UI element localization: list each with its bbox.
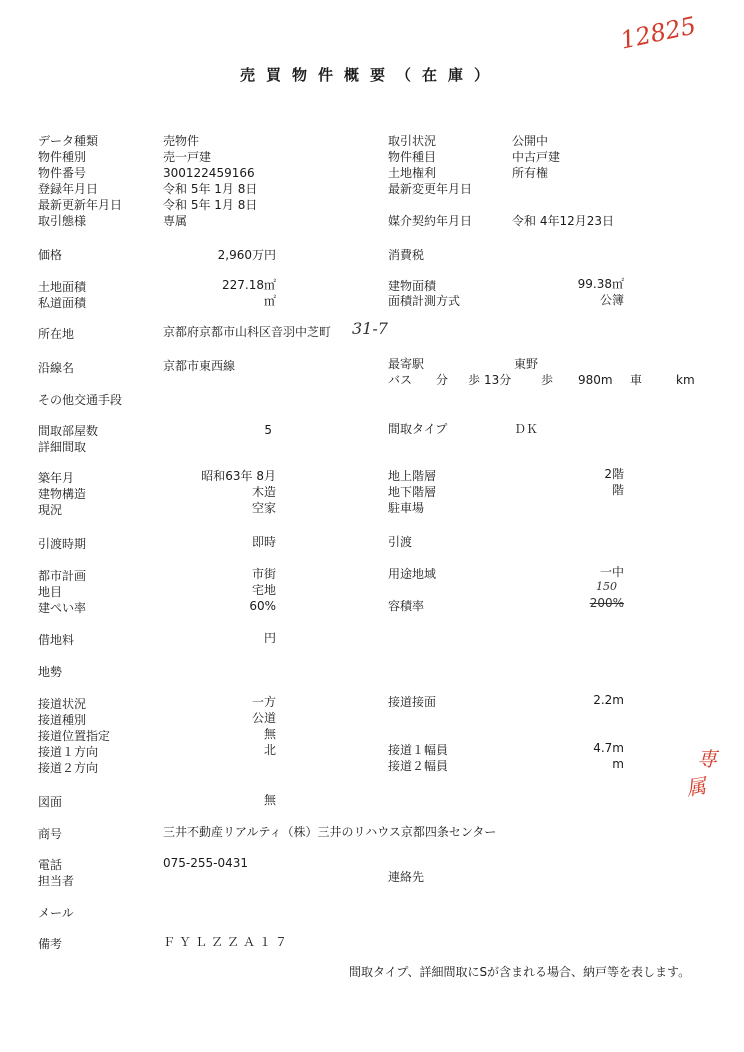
land-category-value: 宅地 bbox=[251, 583, 276, 597]
road-position-label: 接道位置指定 bbox=[38, 729, 111, 743]
access-bus-min: 分 bbox=[436, 373, 449, 387]
last-update-date-value: 令和 5年 1月 8日 bbox=[163, 198, 258, 212]
nearest-station-value: 東野 bbox=[514, 357, 539, 371]
land-rights-label: 土地権利 bbox=[388, 166, 437, 180]
remarks-value: ＦＹＬＺＺＡ１７ bbox=[163, 935, 292, 949]
bcr-label: 建ぺい率 bbox=[38, 601, 87, 615]
road-width2-label: 接道２幅員 bbox=[388, 759, 449, 773]
handwritten-note: 専 bbox=[697, 747, 717, 771]
access-car: 車 bbox=[630, 373, 643, 387]
property-number-value: 300122459166 bbox=[163, 166, 255, 180]
contact-label: 連絡先 bbox=[388, 870, 425, 884]
status-label: 現況 bbox=[38, 503, 63, 517]
registered-date-value: 令和 5年 1月 8日 bbox=[163, 182, 258, 196]
handwritten-note-2: 属 bbox=[684, 773, 708, 801]
phone-value: 075-255-0431 bbox=[163, 856, 249, 870]
road-position-value: 無 bbox=[263, 727, 276, 741]
handwritten-address-suffix: 31-7 bbox=[352, 319, 388, 338]
floors-above-value: 2階 bbox=[604, 467, 624, 481]
road-frontage-value: 2.2m bbox=[593, 693, 624, 707]
data-type-label: データ種類 bbox=[38, 134, 99, 148]
remarks-label: 備考 bbox=[38, 937, 63, 951]
built-value: 昭和63年 8月 bbox=[201, 469, 276, 483]
last-change-date-label: 最新変更年月日 bbox=[388, 182, 473, 196]
mail-label: メール bbox=[38, 906, 74, 920]
bcr-value: 60% bbox=[249, 599, 276, 613]
trade-name-label: 商号 bbox=[38, 827, 63, 841]
location-label: 所在地 bbox=[38, 327, 75, 341]
page-title: 売買物件概要（在庫） bbox=[240, 66, 501, 84]
brokerage-contract-date-label: 媒介契約年月日 bbox=[388, 214, 473, 228]
access-bus: バス bbox=[388, 373, 413, 387]
price-value: 2,960万円 bbox=[217, 248, 276, 262]
city-planning-label: 都市計画 bbox=[38, 569, 87, 583]
property-kind-label: 物件種別 bbox=[38, 150, 87, 164]
land-rights-value: 所有権 bbox=[512, 166, 549, 180]
transaction-status-label: 取引状況 bbox=[388, 134, 437, 148]
built-label: 築年月 bbox=[38, 471, 75, 485]
road-dir1-value: 北 bbox=[263, 743, 276, 757]
structure-label: 建物構造 bbox=[38, 487, 87, 501]
property-item-value: 中古戸建 bbox=[512, 150, 561, 164]
handwritten-page-number: 12825 bbox=[617, 11, 699, 55]
ground-rent-label: 借地料 bbox=[38, 633, 75, 647]
staff-label: 担当者 bbox=[38, 874, 75, 888]
room-count-value: 5 bbox=[264, 423, 272, 437]
land-area-label: 土地面積 bbox=[38, 280, 87, 294]
room-detail-label: 詳細間取 bbox=[38, 440, 87, 454]
property-kind-value: 売一戸建 bbox=[163, 150, 212, 164]
road-width2-value: m bbox=[612, 757, 624, 771]
property-item-label: 物件種目 bbox=[388, 150, 437, 164]
private-road-area-label: 私道面積 bbox=[38, 296, 87, 310]
area-method-value: 公簿 bbox=[599, 293, 624, 307]
road-dir1-label: 接道１方向 bbox=[38, 745, 99, 759]
access-walk-min: 13分 bbox=[484, 373, 512, 387]
price-label: 価格 bbox=[38, 248, 63, 262]
road-kind-label: 接道種別 bbox=[38, 713, 87, 727]
transaction-form-value: 専属 bbox=[163, 214, 188, 228]
access-distance: 980m bbox=[578, 373, 613, 387]
drawing-value: 無 bbox=[263, 793, 276, 807]
access-walk2: 歩 bbox=[541, 373, 554, 387]
parking-label: 駐車場 bbox=[388, 501, 425, 515]
terrain-label: 地勢 bbox=[38, 665, 63, 679]
consumption-tax-label: 消費税 bbox=[388, 248, 425, 262]
private-road-area-value: ㎡ bbox=[263, 294, 276, 308]
location-value: 京都府京都市山科区音羽中芝町 bbox=[163, 325, 332, 339]
land-area-value: 227.18㎡ bbox=[222, 278, 276, 292]
road-frontage-label: 接道接面 bbox=[388, 695, 437, 709]
handover-label: 引渡 bbox=[388, 535, 413, 549]
far-value: 200% bbox=[589, 596, 624, 610]
zoning-value: 一中 bbox=[599, 565, 624, 579]
building-area-value: 99.38㎡ bbox=[577, 277, 624, 291]
drawing-label: 図面 bbox=[38, 795, 63, 809]
building-area-label: 建物面積 bbox=[388, 279, 437, 293]
structure-value: 木造 bbox=[251, 485, 276, 499]
road-width1-label: 接道１幅員 bbox=[388, 743, 449, 757]
access-km: km bbox=[676, 373, 695, 387]
zoning-label: 用途地域 bbox=[388, 567, 437, 581]
line-value: 京都市東西線 bbox=[163, 359, 236, 373]
road-dir2-label: 接道２方向 bbox=[38, 761, 99, 775]
data-type-value: 売物件 bbox=[163, 134, 200, 148]
last-update-date-label: 最新更新年月日 bbox=[38, 198, 123, 212]
nearest-station-label: 最寄駅 bbox=[388, 357, 425, 371]
city-planning-value: 市街 bbox=[251, 567, 276, 581]
far-label: 容積率 bbox=[388, 599, 425, 613]
floors-below-label: 地下階層 bbox=[388, 485, 437, 499]
transaction-form-label: 取引態様 bbox=[38, 214, 87, 228]
line-label: 沿線名 bbox=[38, 361, 75, 375]
road-kind-value: 公道 bbox=[251, 711, 276, 725]
transaction-status-value: 公開中 bbox=[512, 134, 549, 148]
floor-plan-type-value: ＤＫ bbox=[514, 422, 539, 436]
footnote: 間取タイプ、詳細間取にSが含まれる場合、納戸等を表します。 bbox=[349, 965, 691, 979]
road-status-label: 接道状況 bbox=[38, 697, 87, 711]
property-number-label: 物件番号 bbox=[38, 166, 87, 180]
handover-time-label: 引渡時期 bbox=[38, 537, 87, 551]
phone-label: 電話 bbox=[38, 858, 63, 872]
road-width1-value: 4.7m bbox=[593, 741, 624, 755]
room-count-label: 間取部屋数 bbox=[38, 424, 99, 438]
handover-time-value: 即時 bbox=[251, 535, 276, 549]
floor-plan-type-label: 間取タイプ bbox=[388, 422, 448, 436]
status-value: 空家 bbox=[251, 501, 276, 515]
handwritten-far-correction: 150 bbox=[596, 580, 617, 593]
floors-above-label: 地上階層 bbox=[388, 469, 437, 483]
area-method-label: 面積計測方式 bbox=[388, 294, 461, 308]
road-status-value: 一方 bbox=[251, 695, 276, 709]
trade-name-value: 三井不動産リアルティ（株）三井のリハウス京都四条センター bbox=[163, 825, 497, 839]
brokerage-contract-date-value: 令和 4年12月23日 bbox=[512, 214, 614, 228]
access-walk: 歩 bbox=[468, 373, 481, 387]
ground-rent-value: 円 bbox=[263, 631, 276, 645]
land-category-label: 地目 bbox=[38, 585, 63, 599]
registered-date-label: 登録年月日 bbox=[38, 182, 99, 196]
floors-below-value: 階 bbox=[611, 483, 624, 497]
other-transport-label: その他交通手段 bbox=[38, 393, 123, 407]
